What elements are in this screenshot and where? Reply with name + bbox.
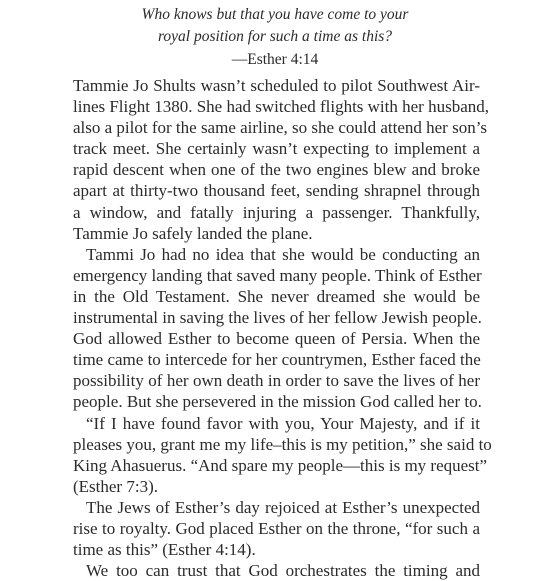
- epigraph-line: Who knows but that you have come to your: [141, 6, 409, 23]
- text-line: a window, and fatally injuring a passenger. Thankfully,: [73, 202, 480, 222]
- text-line: emergency landing that saved many people. Think of Esther: [73, 265, 482, 285]
- text-line: possibility of her own death in order to save the lives of her: [73, 371, 480, 391]
- text-line: rapid descent when one of the two engines blew and broke: [73, 160, 480, 180]
- text-line: time as this” (Esther 4:14).: [73, 540, 256, 560]
- text-line: pleases you, grant me my life–this is my petition,” she said to: [73, 434, 492, 454]
- body-text: [73, 75, 492, 581]
- text-line: rise to royalty. God placed Esther on the throne, “for such a: [73, 518, 480, 538]
- text-line: time came to intercede for her countrymen, Esther faced the: [73, 350, 481, 370]
- epigraph: [0, 4, 550, 71]
- text-line: Tammie Jo Shults wasn’t scheduled to pilot Southwest Air-: [73, 76, 480, 95]
- text-line: apart at thirty-two thousand feet, sending shrapnel through: [73, 181, 480, 201]
- text-line: instrumental in saving the lives of her fellow Jewish people.: [73, 308, 482, 328]
- text-line: lines Flight 1380. She had switched flights with her husband,: [73, 97, 489, 117]
- text-line: people. But she persevered in the mission God called her to.: [73, 392, 482, 412]
- text-line: We too can trust that God orchestrates the timing and: [86, 561, 480, 581]
- paragraph: [73, 413, 492, 497]
- epigraph-reference: —Esther 4:14: [231, 51, 319, 68]
- text-line: also a pilot for the same airline, so she could attend her son’s: [73, 118, 488, 138]
- text-line: Tammie Jo safely landed the plane.: [73, 223, 313, 243]
- epigraph-line: royal position for such a time as this?: [157, 28, 393, 45]
- text-line: God allowed Esther to become queen of Persia. When the: [73, 329, 480, 349]
- paragraph: [73, 497, 480, 560]
- text-line: Tammi Jo had no idea that she would be conducting an: [86, 244, 480, 264]
- text-line: track meet. She certainly wasn’t expecting to implement a: [73, 139, 480, 159]
- paragraph: [73, 244, 480, 413]
- text-line: (Esther 7:3).: [73, 476, 158, 496]
- text-line: “If I have found favor with you, Your Majesty, and if it: [86, 413, 480, 433]
- paragraph: [73, 75, 489, 244]
- paragraph: [73, 560, 480, 581]
- text-line: in the Old Testament. She never dreamed she would be: [73, 286, 480, 306]
- text-line: King Ahasuerus. “And spare my people—this is my request”: [73, 455, 488, 475]
- text-line: The Jews of Esther’s day rejoiced at Esther’s unexpected: [86, 497, 480, 517]
